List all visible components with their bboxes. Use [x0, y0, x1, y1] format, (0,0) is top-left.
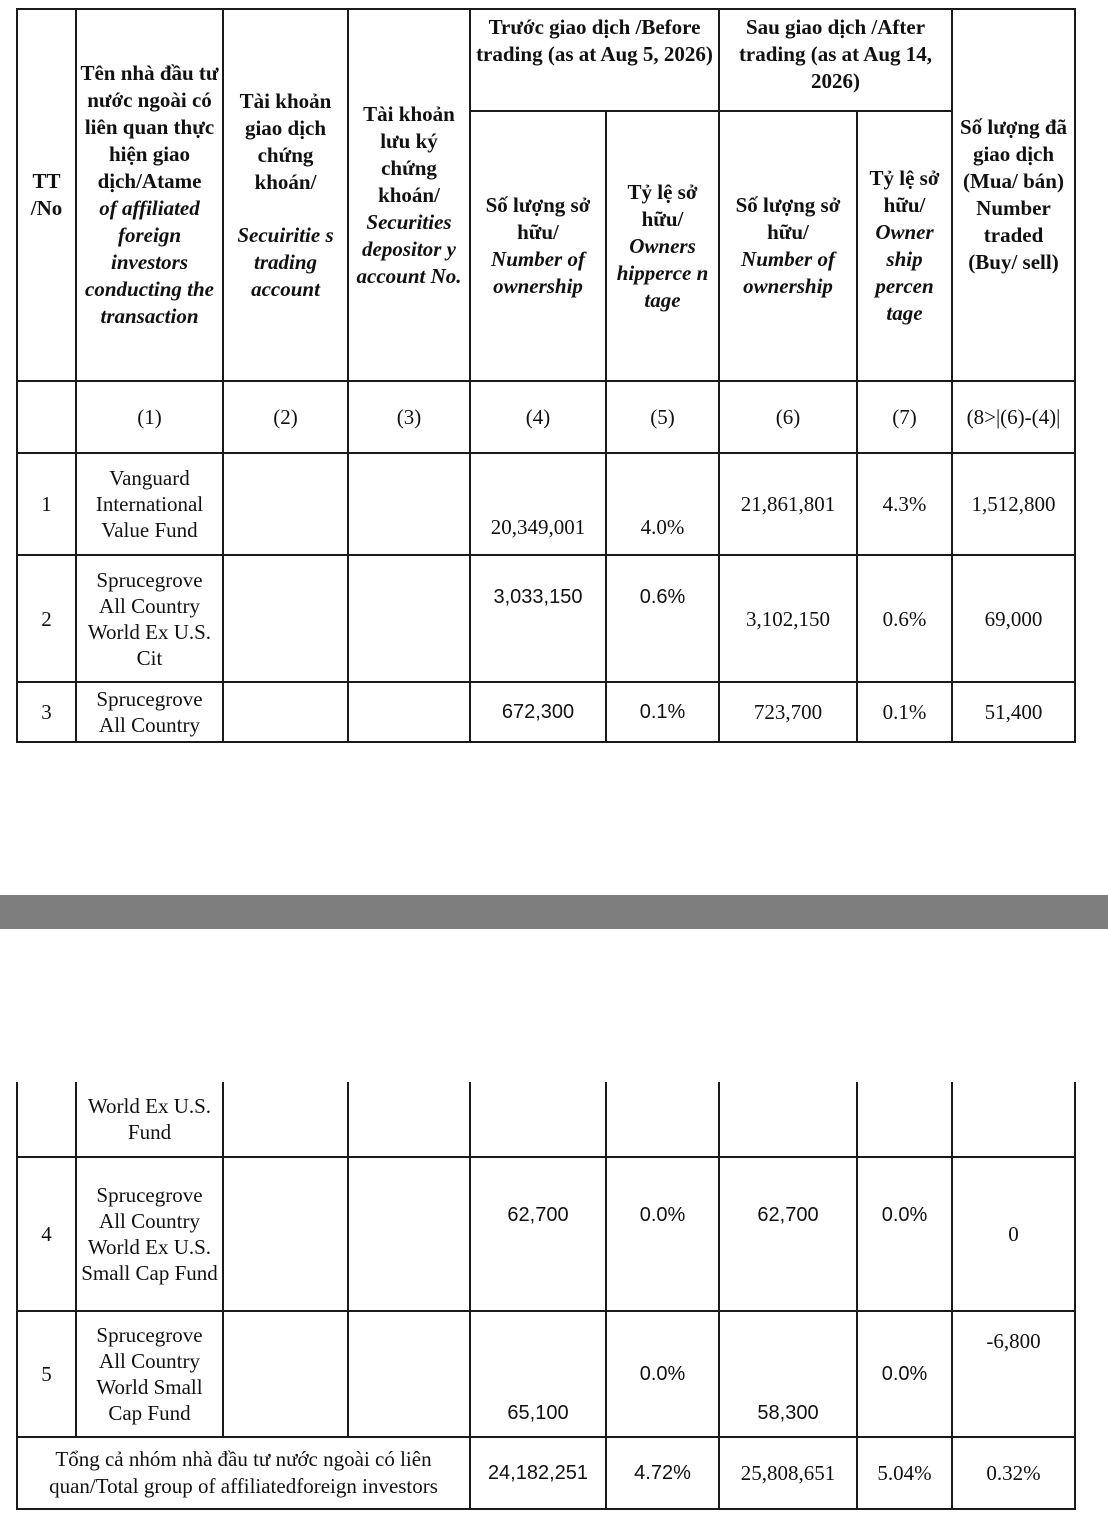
header-investor-name: Tên nhà đầu tư nước ngoài có liên quan thực hiện giao dịch/Atame of affiliated foreign investors conducting the transaction — [76, 9, 223, 381]
row-no: 5 — [17, 1311, 76, 1437]
total-after-pct: 5.04% — [857, 1437, 952, 1509]
row-after-qty: 723,700 — [719, 682, 857, 742]
row-after-qty: 3,102,150 — [719, 555, 857, 682]
column-number: (4) — [470, 381, 606, 453]
holdings-table-bottom — [16, 1082, 1076, 1510]
column-number-row — [17, 381, 1075, 453]
row-trading-account — [223, 1157, 348, 1311]
row-before-pct: 0.1% — [606, 682, 719, 742]
row-depository-account — [348, 453, 470, 555]
row-no — [17, 1082, 76, 1157]
row-trading-account — [223, 453, 348, 555]
row-before-pct — [606, 1082, 719, 1157]
header-after-trading: Sau giao dịch /After trading (as at Aug 14, 2026) — [719, 9, 952, 111]
row-trading-account — [223, 555, 348, 682]
header-after-ownership: Số lượng sở hữu/ Number of ownership — [719, 111, 857, 381]
row-depository-account — [348, 1311, 470, 1437]
row-trading-account — [223, 1082, 348, 1157]
holdings-table-top — [16, 8, 1076, 743]
row-investor-name: Sprucegrove All Country World Ex U.S. Cit — [76, 555, 223, 682]
row-no: 2 — [17, 555, 76, 682]
row-before-pct: 0.0% — [606, 1311, 719, 1437]
column-number-blank — [17, 381, 76, 453]
row-before-pct: 0.6% — [606, 555, 719, 682]
table-row — [17, 1157, 1075, 1311]
row-traded: 1,512,800 — [952, 453, 1075, 555]
row-trading-account — [223, 682, 348, 742]
row-after-pct: 0.0% — [857, 1157, 952, 1311]
row-trading-account — [223, 1311, 348, 1437]
row-before-qty: 3,033,150 — [470, 555, 606, 682]
header-after-percentage: Tỷ lệ sở hữu/ Owner ship percen tage — [857, 111, 952, 381]
row-traded: -6,800 — [952, 1311, 1075, 1437]
header-tt: TT /No — [17, 9, 76, 381]
row-traded: 69,000 — [952, 555, 1075, 682]
row-after-pct: 4.3% — [857, 453, 952, 555]
row-after-qty: 62,700 — [719, 1157, 857, 1311]
row-after-qty — [719, 1082, 857, 1157]
row-after-pct: 0.6% — [857, 555, 952, 682]
total-traded: 0.32% — [952, 1437, 1075, 1509]
row-investor-name: Sprucegrove All Country — [76, 682, 223, 742]
total-before-pct: 4.72% — [606, 1437, 719, 1509]
table-row — [17, 1311, 1075, 1437]
row-before-pct: 0.0% — [606, 1157, 719, 1311]
row-no: 3 — [17, 682, 76, 742]
header-depository-account: Tài khoản lưu ký chứng khoán/ Securities depositor y account No. — [348, 9, 470, 381]
row-depository-account — [348, 1157, 470, 1311]
column-number: (3) — [348, 381, 470, 453]
row-investor-name: Vanguard International Value Fund — [76, 453, 223, 555]
total-before-qty: 24,182,251 — [470, 1437, 606, 1509]
row-before-qty — [470, 1082, 606, 1157]
row-depository-account — [348, 555, 470, 682]
column-number: (2) — [223, 381, 348, 453]
row-after-pct — [857, 1082, 952, 1157]
total-label: Tổng cả nhóm nhà đầu tư nước ngoài có liên quan/Total group of affiliatedforeign investors — [17, 1437, 470, 1509]
row-investor-name-continued: World Ex U.S. Fund — [76, 1082, 223, 1157]
column-number: (1) — [76, 381, 223, 453]
header-trading-account: Tài khoản giao dịch chứng khoán/ Secuiritie s trading account — [223, 9, 348, 381]
table-row-continued — [17, 1082, 1075, 1157]
row-before-pct: 4.0% — [606, 453, 719, 555]
total-after-qty: 25,808,651 — [719, 1437, 857, 1509]
row-before-qty: 62,700 — [470, 1157, 606, 1311]
row-after-pct: 0.1% — [857, 682, 952, 742]
row-before-qty: 65,100 — [470, 1311, 606, 1437]
row-traded — [952, 1082, 1075, 1157]
row-after-pct: 0.0% — [857, 1311, 952, 1437]
row-after-qty: 21,861,801 — [719, 453, 857, 555]
row-traded: 51,400 — [952, 682, 1075, 742]
row-depository-account — [348, 1082, 470, 1157]
row-no: 4 — [17, 1157, 76, 1311]
table-row — [17, 453, 1075, 555]
row-before-qty: 20,349,001 — [470, 453, 606, 555]
row-traded: 0 — [952, 1157, 1075, 1311]
row-depository-account — [348, 682, 470, 742]
table-row — [17, 555, 1075, 682]
row-investor-name: Sprucegrove All Country World Small Cap Fund — [76, 1311, 223, 1437]
table-row — [17, 682, 1075, 742]
total-row — [17, 1437, 1075, 1509]
column-number: (7) — [857, 381, 952, 453]
header-before-percentage: Tỷ lệ sở hữu/ Owners hipperce n tage — [606, 111, 719, 381]
header-before-trading: Trước giao dịch /Before trading (as at Aug 5, 2026) — [470, 9, 719, 111]
row-no: 1 — [17, 453, 76, 555]
column-number: (6) — [719, 381, 857, 453]
row-before-qty: 672,300 — [470, 682, 606, 742]
header-number-traded: Số lượng đã giao dịch (Mua/ bán) Number traded (Buy/ sell) — [952, 9, 1075, 381]
row-after-qty: 58,300 — [719, 1311, 857, 1437]
column-number: (5) — [606, 381, 719, 453]
column-number: (8>|(6)-(4)| — [952, 381, 1075, 453]
header-before-ownership: Số lượng sở hữu/ Number of ownership — [470, 111, 606, 381]
page-break-bar — [0, 895, 1108, 929]
row-investor-name: Sprucegrove All Country World Ex U.S. Small Cap Fund — [76, 1157, 223, 1311]
